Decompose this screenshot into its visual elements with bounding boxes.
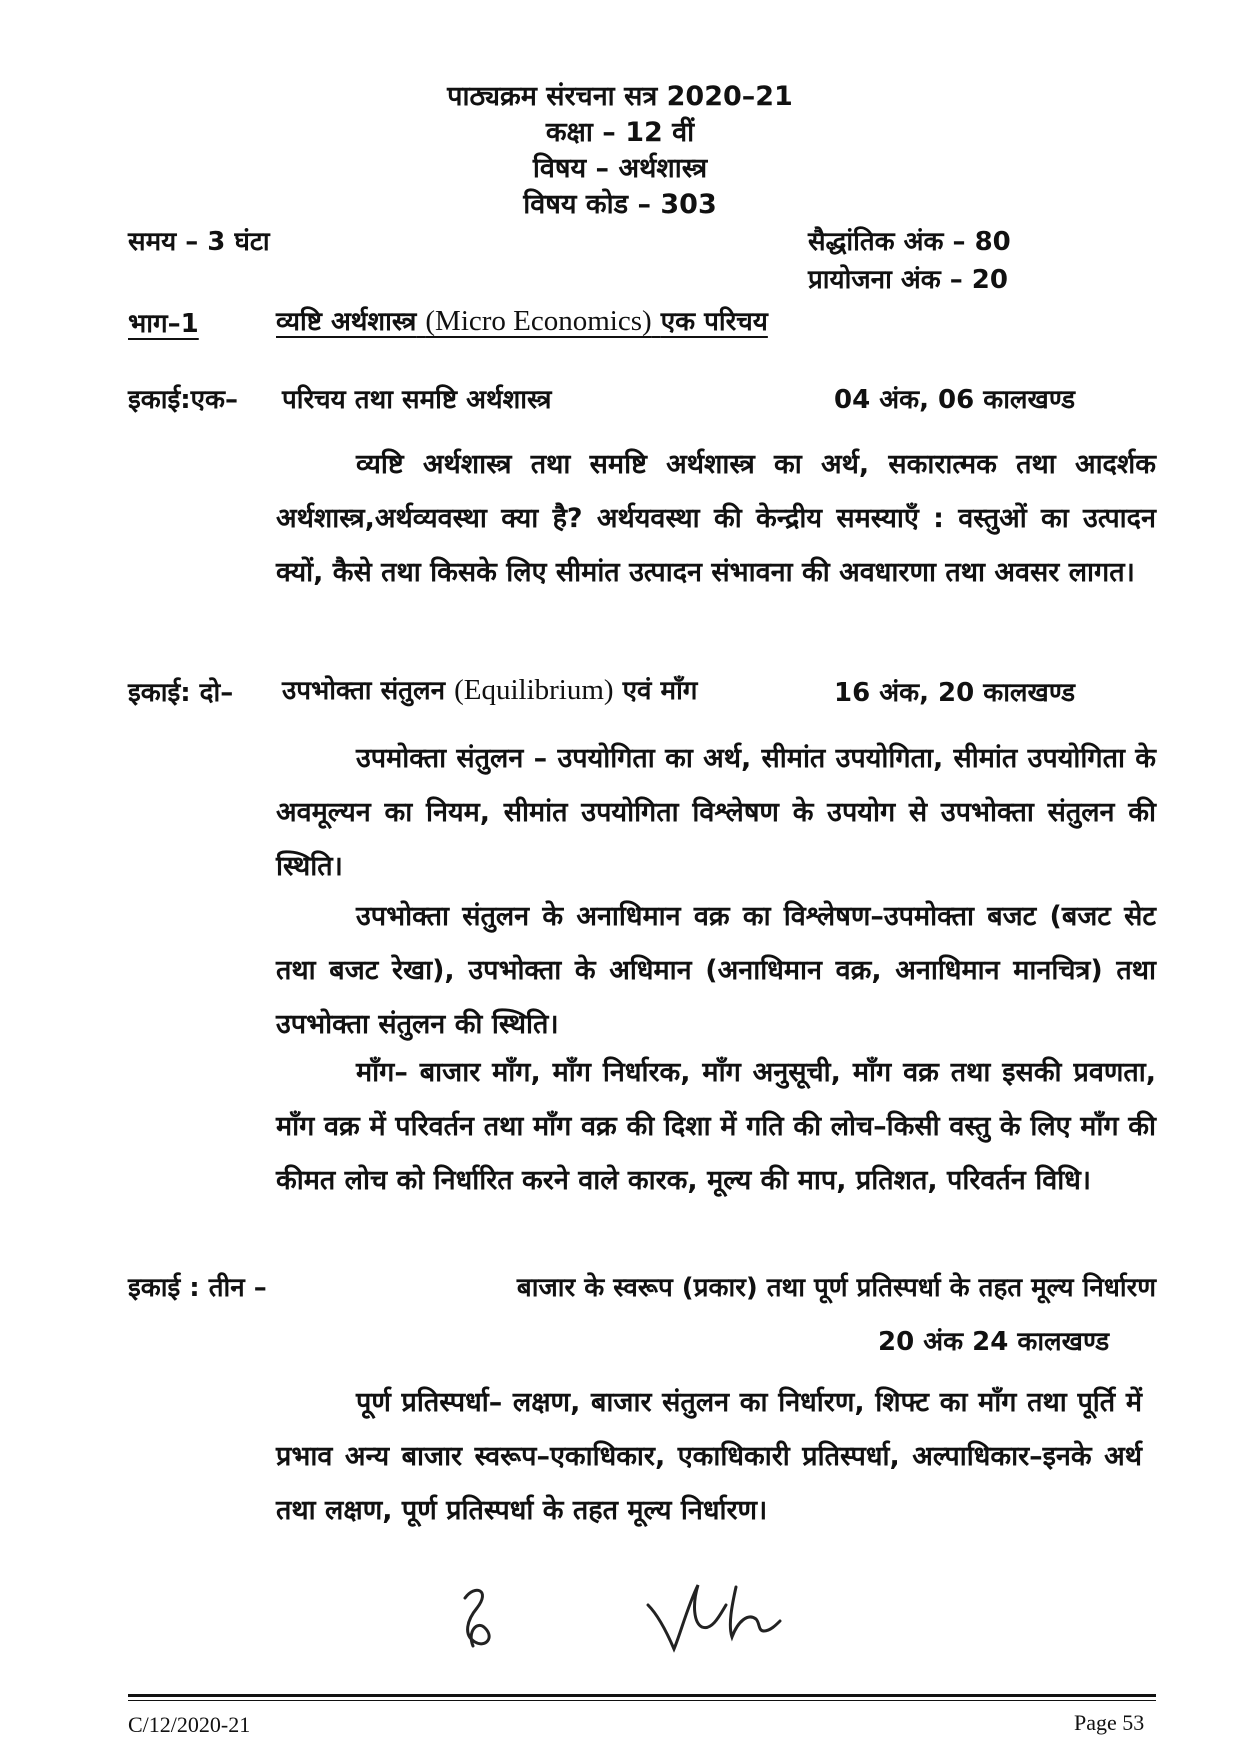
unit-2-title-latin: (Equilibrium): [454, 674, 614, 706]
page-title: पाठ्यक्रम संरचना सत्र 2020–21: [447, 81, 793, 112]
unit-1-title: परिचय तथा समष्टि अर्थशास्त्र: [282, 385, 552, 415]
page-number: Page 53: [1074, 1710, 1145, 1735]
subject-code-heading: विषय कोड – 303: [523, 189, 717, 220]
part-title-post: एक परिचय: [660, 307, 768, 337]
unit-3-title: बाजार के स्वरूप (प्रकार) तथा पूर्ण प्रतिस्पर्धा के तहत मूल्य निर्धारण: [516, 1273, 1156, 1303]
unit-2-title: [282, 671, 697, 707]
project-marks: प्रायोजना अंक – 20: [808, 265, 1008, 295]
unit-1-label: इकाई:एक–: [128, 385, 238, 415]
time-label: समय – 3 घंटा: [128, 227, 270, 257]
unit-1-marks: 04 अंक, 06 कालखण्ड: [834, 385, 1076, 415]
part-label: भाग–1: [128, 309, 199, 339]
signature-left: [455, 1580, 515, 1660]
unit-3-heading: [128, 1268, 1156, 1304]
unit-3-paragraph: पूर्ण प्रतिस्पर्धा– लक्षण, बाजार संतुलन का निर्धारण, शिफ्ट का माँग तथा पूर्ति में प्रभाव अन्य बाजार स्वरूप–एकाधिकार, एकाधिकारी प्रतिस्पर्धा, अल्पाधिकार–इनके अर्थ तथा लक्षण, पूर्ण प्रतिस्पर्धा के तहत मूल्य निर्धारण।: [276, 1387, 1142, 1526]
unit-2-marks: 16 अंक, 20 कालखण्ड: [834, 678, 1076, 708]
unit-2-title-post: एवं माँग: [622, 676, 698, 706]
signature-right: [640, 1575, 800, 1655]
footer-code: C/12/2020-21: [128, 1712, 251, 1737]
unit-2-paragraph-1: उपमोक्ता संतुलन – उपयोगिता का अर्थ, सीमांत उपयोगिता, सीमांत उपयोगिता के अवमूल्यन का नियम, सीमांत उपयोगिता विश्लेषण के उपयोग से उपभोक्ता संतुलन की स्थिति।: [276, 743, 1156, 882]
unit-3-label: इकाई : तीन –: [128, 1273, 267, 1303]
class-heading: कक्षा – 12 वीं: [545, 117, 695, 148]
subject-heading: विषय – अर्थशास्त्र: [532, 153, 708, 184]
unit-1-paragraph: व्यष्टि अर्थशास्त्र तथा समष्टि अर्थशास्त्र का अर्थ, सकारात्मक तथा आदर्शक अर्थशास्त्र,अर्थव्यवस्था क्या है? अर्थयवस्था की केन्द्रीय समस्याएँ : वस्तुओं का उत्पादन क्यों, कैसे तथा किसके लिए सीमांत उत्पादन संभावना की अवधारणा तथा अवसर लागत।: [276, 449, 1156, 588]
unit-2-paragraph-2: उपभोक्ता संतुलन के अनाधिमान वक्र का विश्लेषण–उपमोक्ता बजट (बजट सेट तथा बजट रेखा), उपभोक्ता के अधिमान (अनाधिमान वक्र, अनाधिमान मानचित्र) तथा उपभोक्ता संतुलन की स्थिति।: [276, 901, 1156, 1040]
footer-rule-thick: [128, 1694, 1156, 1697]
unit-3-marks: 20 अंक 24 कालखण्ड: [878, 1327, 1110, 1357]
unit-2-label: इकाई: दो–: [128, 678, 234, 708]
part-title-latin: (Micro Economics): [425, 305, 652, 337]
part-title-pre: व्यष्टि अर्थशास्त्र: [276, 307, 417, 337]
unit-2-title-pre: उपभोक्ता संतुलन: [282, 676, 446, 706]
unit-2-paragraph-3: माँग– बाजार माँग, माँग निर्धारक, माँग अनुसूची, माँग वक्र तथा इसकी प्रवणता, माँग वक्र में परिवर्तन तथा माँग वक्र की दिशा में गति की लोच–किसी वस्तु के लिए माँग की कीमत लोच को निर्धारित करने वाले कारक, मूल्य की माप, प्रतिशत, परिवर्तन विधि।: [276, 1057, 1156, 1196]
footer-rule-thin: [128, 1700, 1156, 1701]
part-title: [276, 302, 768, 338]
theory-marks: सैद्धांतिक अंक – 80: [808, 227, 1011, 257]
